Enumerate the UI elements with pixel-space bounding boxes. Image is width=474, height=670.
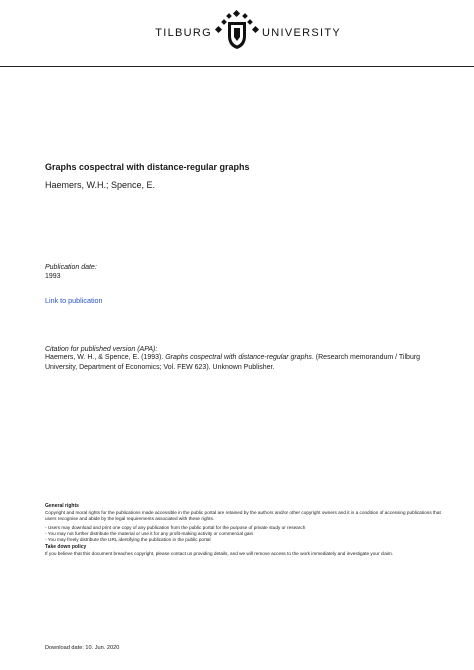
citation-suffix: . (Research memorandum / Tilburg University, Department of Economics; Vol. FEW 623). Unknown Publisher. bbox=[45, 354, 421, 371]
header-divider bbox=[0, 66, 474, 67]
document-title: Graphs cospectral with distance-regular graphs bbox=[45, 162, 250, 172]
takedown-policy-heading: Take down policy bbox=[45, 544, 87, 551]
publication-date-value: 1993 bbox=[45, 273, 61, 280]
logo-text-tilburg: TILBURG bbox=[155, 27, 212, 39]
university-logo bbox=[0, 10, 474, 50]
citation-prefix: Haemers, W. H., & Spence, E. (1993). bbox=[45, 354, 166, 361]
rights-bullet-3: - You may freely distribute the URL identifying the publication in the public portal bbox=[45, 536, 211, 542]
rights-section bbox=[45, 504, 445, 557]
publication-date-label: Publication date: bbox=[45, 264, 97, 271]
document-authors: Haemers, W.H.; Spence, E. bbox=[45, 180, 156, 190]
general-rights-text: Copyright and moral rights for the publications made accessible in the public portal are retained by the authors and/or other copyright owners and it is a condition of accessing publications that users recognise and abide by the legal requirements associated with these rights. bbox=[45, 509, 441, 521]
citation-label: Citation for published version (APA): bbox=[45, 346, 158, 353]
rights-bullet-2: - You may not further distribute the material or use it for any profit-making activity or commercial gain bbox=[45, 530, 254, 536]
general-rights-heading: General rights bbox=[45, 503, 79, 509]
university-seal-icon bbox=[212, 10, 262, 50]
citation-text bbox=[45, 353, 445, 373]
logo-text-university: UNIVERSITY bbox=[262, 27, 342, 39]
takedown-policy-text: If you believe that this document breaches copyright, please contact us providing details, and we will remove access to the work immediately and investigate your claim. bbox=[45, 551, 394, 557]
download-date: Download date: 10. Jun. 2020 bbox=[45, 645, 120, 651]
rights-bullet-1: - Users may download and print one copy of any publication from the public portal for the purpose of private study or research bbox=[45, 524, 306, 530]
citation-title: Graphs cospectral with distance-regular graphs bbox=[165, 354, 312, 361]
link-to-publication[interactable]: Link to publication bbox=[45, 296, 103, 305]
